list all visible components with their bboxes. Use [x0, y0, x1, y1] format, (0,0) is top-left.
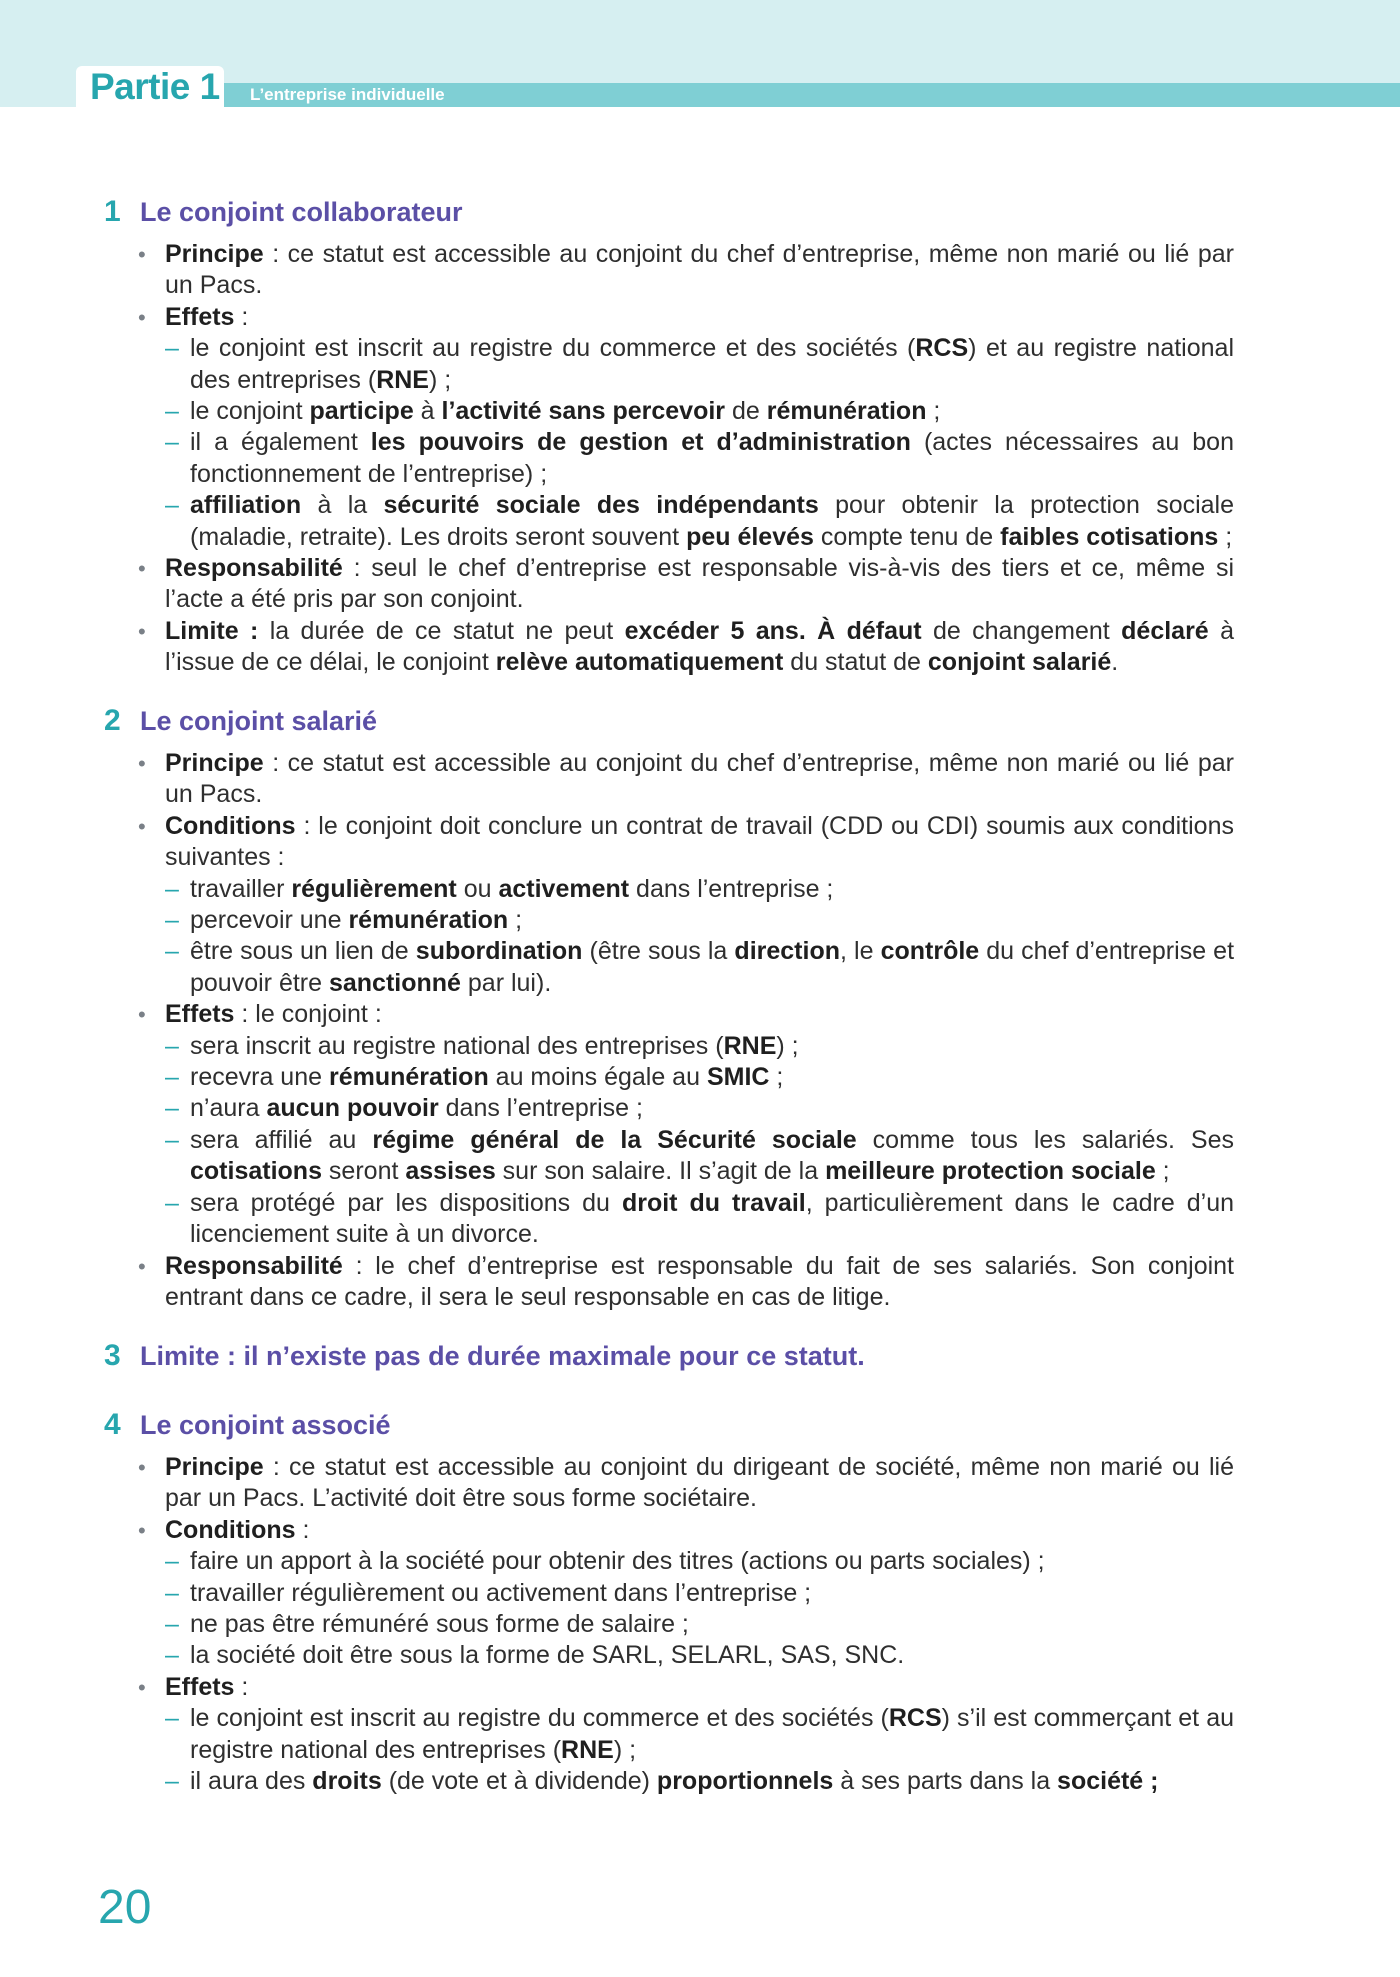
dash-item [104, 1062, 1234, 1093]
bold-text: affiliation [190, 491, 302, 520]
text-run: ; [926, 397, 941, 426]
bullet-item [104, 616, 1234, 679]
dash-item [104, 905, 1234, 936]
bold-text: droit du travail [621, 1188, 806, 1217]
bold-text: Effets [165, 302, 235, 331]
bullet-item [104, 999, 1234, 1030]
bullet-item [104, 811, 1234, 874]
section-number: 3 [104, 1339, 121, 1372]
dash-item [104, 1188, 1234, 1251]
text-run: de [725, 397, 767, 426]
text-run: sera protégé par les dispositions du [190, 1188, 622, 1217]
text-run: : ce statut est accessible au conjoint du dirigeant de société, même non marié ou lié par un Pacs. L’activité doit être sous forme sociétaire. [165, 1453, 1234, 1513]
bold-text: rémunération [766, 397, 927, 426]
text-run: ; [769, 1063, 784, 1092]
bullet-item [104, 553, 1234, 616]
text-run: : [234, 302, 249, 331]
bold-text: Principe [165, 240, 264, 268]
dash-item [104, 1031, 1234, 1062]
part-label: Partie 1 [90, 66, 220, 107]
dash-item [104, 1125, 1234, 1188]
bold-text: société ; [1057, 1767, 1159, 1796]
dash-item [104, 1703, 1234, 1766]
bold-text: aucun pouvoir [266, 1094, 439, 1123]
bold-text: régime général de la Sécurité sociale [372, 1125, 857, 1154]
text-run: le conjoint est inscrit au registre du commerce et des sociétés ( [190, 1704, 889, 1733]
bold-text: faibles cotisations [1000, 522, 1219, 551]
bold-text: relève automatiquement [495, 648, 784, 677]
bold-text: l’activité sans percevoir [441, 397, 726, 426]
bullet-item [104, 748, 1234, 811]
section-conjoint-associe [104, 1408, 1234, 1797]
text-run: , le [840, 937, 881, 966]
text-run: faire un apport à la société pour obtenir des titres (actions ou parts sociales) ; [190, 1547, 1045, 1576]
text-run: du statut de [783, 648, 928, 677]
text-run: , particulièrement dans le cadre d’un licenciement suite à un divorce. [190, 1188, 1234, 1249]
section-number: 1 [104, 195, 121, 228]
section-title: Le conjoint salarié [140, 706, 378, 736]
dash-item [104, 874, 1234, 905]
bullet-item [104, 1251, 1234, 1314]
text-run: le conjoint [190, 397, 310, 426]
section-heading [104, 704, 1234, 748]
text-run: compte tenu de [813, 522, 1001, 551]
bold-text: Responsabilité [165, 554, 343, 583]
bold-text: rémunération [328, 1063, 489, 1092]
bold-text: rémunération [348, 906, 509, 935]
dash-item [104, 1578, 1234, 1609]
dash-item [104, 396, 1234, 427]
text-run: la durée de ce statut ne peut [258, 616, 625, 645]
text-run: à [413, 397, 442, 426]
bold-text: Effets [165, 1000, 235, 1029]
section-list [104, 748, 1234, 1313]
section-limite [104, 1339, 1234, 1383]
text-run: : [234, 1672, 249, 1701]
text-run: sera inscrit au registre national des entreprises ( [190, 1031, 724, 1060]
text-run: ) s’il est commerçant et au registre national des entreprises ( [190, 1704, 1234, 1764]
dash-item [104, 1766, 1234, 1797]
bold-text: régulièrement [291, 874, 457, 903]
text-run: : [295, 1515, 310, 1544]
text-run: dans l’entreprise ; [438, 1094, 643, 1123]
bold-text: RNE [723, 1031, 777, 1060]
bold-text: meilleure protection sociale [825, 1157, 1156, 1186]
bold-text: Limite : [165, 616, 259, 645]
bold-text: Conditions [165, 811, 296, 840]
text-run: ou [456, 874, 499, 903]
text-run: : le conjoint : [234, 1000, 382, 1029]
bullet-item [104, 1452, 1234, 1515]
dash-item [104, 936, 1234, 999]
page-number: 20 [98, 1881, 152, 1934]
bold-text: RNE [561, 1735, 614, 1764]
bold-text: contrôle [880, 937, 980, 966]
section-list [104, 239, 1234, 679]
text-run: la société doit être sous la forme de SARL, SELARL, SAS, SNC. [190, 1641, 905, 1670]
text-run: : ce statut est accessible au conjoint du chef d’entreprise, même non marié ou lié par un Pacs. [165, 749, 1234, 809]
text-run: ) ; [429, 365, 452, 394]
bold-text: assises [405, 1157, 496, 1186]
text-run: travailler régulièrement ou activement dans l’entreprise ; [190, 1578, 812, 1607]
part-subtitle: L’entreprise individuelle [250, 85, 445, 104]
text-run: : le chef d’entreprise est responsable du fait de ses salariés. Son conjoint entrant dans ce cadre, il sera le seul responsable en cas de litige. [165, 1251, 1234, 1311]
bold-text: sécurité sociale des indépendants [383, 491, 819, 520]
text-run: ; [508, 906, 523, 935]
text-run: : le conjoint doit conclure un contrat de travail (CDD ou CDI) soumis aux conditions suivantes : [165, 811, 1234, 872]
bullet-item [104, 302, 1234, 333]
text-run: par lui). [460, 968, 552, 997]
section-conjoint-collaborateur [104, 195, 1234, 679]
text-run: ; [1155, 1157, 1170, 1186]
bold-text: activement [498, 874, 630, 903]
section-heading [104, 1408, 1234, 1452]
text-run: à la [301, 491, 384, 520]
text-run: (de vote et à dividende) [381, 1767, 657, 1796]
bold-text: conjoint salarié [927, 648, 1112, 677]
bold-text: participe [309, 397, 414, 426]
dash-item [104, 1609, 1234, 1640]
bold-text: Principe [165, 1453, 264, 1481]
text-run: ne pas être rémunéré sous forme de salaire ; [190, 1610, 689, 1639]
bullet-item [104, 1672, 1234, 1703]
text-run: le conjoint est inscrit au registre du commerce et des sociétés ( [190, 334, 916, 363]
section-heading [104, 195, 1234, 239]
section-heading [104, 1339, 1234, 1383]
text-run: il a également [190, 428, 371, 457]
bold-text: droits [312, 1767, 382, 1796]
bold-text: direction [734, 937, 840, 966]
text-run: n’aura [190, 1094, 267, 1123]
bullet-item [104, 239, 1234, 302]
dash-item [104, 1640, 1234, 1671]
text-run: être sous un lien de [190, 937, 416, 966]
dash-item [104, 333, 1234, 396]
text-run: pour obtenir la protection sociale (maladie, retraite). Les droits seront souvent [190, 491, 1235, 551]
bold-text: Principe [165, 749, 264, 777]
bold-text: RCS [888, 1704, 942, 1733]
dash-item [104, 490, 1234, 553]
text-run: au moins égale au [488, 1063, 707, 1092]
dash-item [104, 427, 1234, 490]
section-conjoint-salarie [104, 704, 1234, 1313]
text-run: percevoir une [190, 906, 349, 935]
bold-text: cotisations [190, 1157, 322, 1186]
text-run: . [1111, 648, 1119, 677]
text-run: (être sous la [582, 937, 735, 966]
dash-item [104, 1093, 1234, 1124]
text-run: : seul le chef d’entreprise est responsable vis-à-vis des tiers et ce, même si l’acte a été pris par son conjoint. [165, 554, 1234, 614]
text-run: ; [1218, 522, 1233, 551]
bullet-item [104, 1515, 1234, 1546]
bold-text: Conditions [165, 1515, 296, 1544]
text-run: ) et au registre national des entreprises ( [190, 334, 1234, 394]
text-run: sur son salaire. Il s’agit de la [495, 1157, 826, 1186]
bold-text: peu élevés [686, 522, 814, 551]
text-run: travailler [190, 874, 292, 903]
section-title: Limite : il n’existe pas de durée maximale pour ce statut. [140, 1341, 865, 1371]
text-run: il aura des [190, 1767, 313, 1796]
text-run: sera affilié au [190, 1125, 373, 1154]
text-run: (actes nécessaires au bon fonctionnement de l’entreprise) ; [190, 428, 1234, 488]
bold-text: proportionnels [656, 1767, 834, 1796]
bold-text: Effets [165, 1672, 235, 1701]
text-run: du chef d’entreprise et pouvoir être [190, 937, 1235, 997]
bold-text: excéder 5 ans. À défaut [624, 616, 922, 645]
text-run: : ce statut est accessible au conjoint du chef d’entreprise, même non marié ou lié par un Pacs. [165, 240, 1234, 300]
bold-text: les pouvoirs de gestion et d’administration [370, 428, 911, 457]
bold-text: Responsabilité [165, 1251, 343, 1280]
section-list [104, 1452, 1234, 1797]
text-run: dans l’entreprise ; [629, 874, 834, 903]
bold-text: déclaré [1121, 616, 1209, 645]
bold-text: RNE [376, 365, 429, 394]
text-run: recevra une [190, 1063, 329, 1092]
text-run: ) ; [776, 1031, 799, 1060]
bold-text: sanctionné [328, 968, 461, 997]
text-run: comme tous les salariés. Ses [856, 1125, 1234, 1154]
text-run: à ses parts dans la [833, 1767, 1058, 1796]
text-run: à l’issue de ce délai, le conjoint [165, 616, 1234, 677]
text-run: seront [321, 1157, 406, 1186]
bold-text: RCS [915, 334, 969, 363]
bold-text: subordination [415, 937, 583, 966]
dash-item [104, 1546, 1234, 1577]
section-title: Le conjoint collaborateur [140, 197, 463, 227]
section-title: Le conjoint associé [140, 1410, 391, 1440]
section-number: 2 [104, 704, 121, 737]
section-number: 4 [104, 1408, 121, 1441]
text-run: de changement [921, 616, 1122, 645]
text-run: ) ; [613, 1735, 637, 1764]
bold-text: SMIC [706, 1063, 770, 1092]
